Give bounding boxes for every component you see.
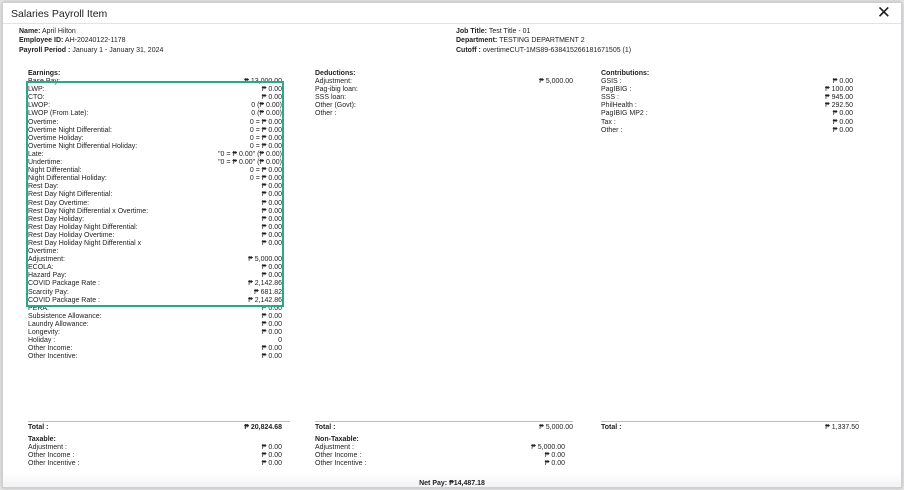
taxable-row (28, 460, 282, 468)
contribution-row-value: ₱ 0.00 (832, 110, 853, 118)
earning-row-label: Rest Day Holiday Night Differential: (28, 223, 138, 231)
deduction-row (315, 78, 573, 86)
header-divider (3, 23, 901, 24)
contribution-row-label: PagIBIG MP2 : (601, 110, 648, 118)
earning-row-value: ₱ 0.00 (261, 191, 282, 199)
earning-row-value: 0 = ₱ 0.00 (249, 142, 282, 150)
earning-row-value: ₱ 0.00 (261, 215, 282, 223)
earnings-total: ₱ 20,824.68 (244, 424, 282, 431)
job-title-label: Job Title: (456, 28, 487, 35)
contribution-row (601, 127, 853, 135)
earning-row-value: ₱ 0.00 (261, 94, 282, 102)
taxable-row-value: ₱ 0.00 (261, 452, 282, 460)
deduction-row (315, 110, 573, 118)
earning-row-value: ₱ 0.00 (261, 223, 282, 231)
nontaxable-row (315, 444, 565, 452)
deduction-row (315, 94, 573, 102)
employee-info-right (456, 27, 631, 55)
earning-row-label: Rest Day Night Differential x Overtime: (28, 207, 149, 215)
earning-row-value: ₱ 0.00 (261, 320, 282, 328)
earning-row-label: Rest Day: (28, 183, 59, 191)
deductions-total-divider (315, 421, 573, 422)
deductions-list (315, 78, 573, 118)
taxable-row-label: Other Income : (28, 452, 75, 460)
contribution-row (601, 119, 853, 127)
earning-row-label: Base Pay: (28, 78, 60, 86)
contribution-row-value: ₱ 0.00 (832, 126, 853, 134)
earning-row-value: ₱ 13,000.00 (244, 78, 282, 86)
job-title: Test Title - 01 (488, 28, 531, 35)
deduction-row (315, 86, 573, 94)
earning-row-label: Other Income: (28, 345, 73, 353)
earning-row-value: "0 = ₱ 0.00" (₱ 0.00) (218, 150, 282, 158)
earning-row-label: Rest Day Overtime: (28, 199, 90, 207)
taxable-row (28, 444, 282, 452)
deduction-row-value: ₱ 5,000.00 (539, 78, 573, 86)
contributions-total-label: Total : (601, 424, 622, 431)
contribution-row (601, 110, 853, 118)
earning-row-value: 0 (₱ 0.00) (251, 110, 282, 118)
employee-id-label: Employee ID: (19, 37, 64, 45)
payroll-period: January 1 - January 31, 2024 (72, 46, 164, 54)
nontaxable-row-value: ₱ 5,000.00 (531, 444, 565, 452)
earning-row-label: LWP: (28, 86, 45, 94)
contribution-row-label: Other : (601, 126, 623, 134)
earning-row-label: Holiday : (28, 337, 56, 345)
contribution-row-value: ₱ 100.00 (824, 86, 853, 94)
earning-row-label: Night Differential Holiday: (28, 175, 107, 183)
earning-row-label: COVID Package Rate : (28, 280, 100, 288)
earning-row-label: COVID Package Rate : (28, 296, 100, 304)
earning-row-value: ₱ 0.00 (261, 231, 282, 239)
earning-row-value: ₱ 0.00 (261, 345, 282, 353)
cutoff-label: Cutoff : (456, 46, 481, 54)
contribution-row-label: GSIS : (601, 78, 622, 86)
earning-row-value: 0 (278, 337, 282, 345)
earning-row-value: ₱ 0.00 (261, 207, 282, 215)
earning-row-value: 0 = ₱ 0.00 (249, 175, 282, 183)
earnings-totals (28, 424, 282, 468)
deduction-row-label: Pag-ibig loan: (315, 86, 358, 94)
earning-row-value: ₱ 0.00 (261, 183, 282, 191)
deductions-column (315, 70, 573, 119)
earning-row-label: Adjustment: (28, 256, 65, 264)
close-icon[interactable]: ✕ (876, 3, 891, 22)
earning-row-value: 0 = ₱ 0.00 (249, 167, 282, 175)
earning-row-label: Overtime Night Differential: (28, 126, 112, 134)
earning-row-value: ₱ 2,142.86 (248, 280, 282, 288)
earning-row-value: ₱ 0.00 (261, 264, 282, 272)
department-label: Department: (456, 37, 498, 45)
name-label: Name: (19, 28, 41, 35)
taxable-list (28, 444, 282, 468)
earning-row-label: Longevity: (28, 329, 60, 336)
earnings-highlight-box (26, 81, 284, 307)
contribution-row (601, 102, 853, 110)
earning-row-label: Rest Day Holiday: (28, 215, 85, 223)
earning-row (28, 345, 282, 353)
contribution-row-label: Tax : (601, 118, 616, 126)
earning-row (28, 321, 282, 329)
earning-row-label: Rest Day Holiday Night Differential x Overtime: (28, 239, 142, 256)
earning-row-label: Night Differential: (28, 167, 82, 175)
earning-row-label: Other Incentive: (28, 353, 78, 361)
earning-row-label: CTO: (28, 94, 45, 102)
deduction-row-label: SSS loan: (315, 94, 347, 102)
earning-row (28, 313, 282, 321)
taxable-row (28, 452, 282, 460)
earning-row-label: ECOLA: (28, 264, 54, 272)
deduction-row-label: Other : (315, 110, 337, 118)
taxable-row-label: Adjustment : (28, 444, 67, 452)
earning-row-value: ₱ 0.00 (261, 312, 282, 320)
earning-row-label: LWOP (From Late): (28, 110, 89, 118)
earning-row-label: Late: (28, 150, 44, 158)
contribution-row (601, 78, 853, 86)
payroll-item-modal (2, 2, 902, 488)
nontaxable-row-label: Other Incentive : (315, 460, 367, 468)
earning-row (28, 329, 282, 337)
contributions-total: ₱ 1,337.50 (825, 424, 859, 431)
taxable-row-label: Other Incentive : (28, 460, 80, 468)
earning-row-value: "0 = ₱ 0.00" (₱ 0.00) (218, 159, 282, 167)
nontaxable-row (315, 460, 565, 468)
earning-row-label: Rest Day Holiday Overtime: (28, 231, 115, 239)
earning-row-label: Subsistence Allowance: (28, 312, 102, 320)
earning-row-label: Rest Day Night Differential: (28, 191, 113, 199)
payroll-period-label: Payroll Period : (19, 46, 71, 54)
contribution-row-value: ₱ 945.00 (824, 94, 853, 102)
taxable-row-value: ₱ 0.00 (261, 460, 282, 468)
earning-row-value: ₱ 2,142.86 (248, 296, 282, 304)
net-pay-value: ₱14,487.18 (449, 480, 485, 487)
net-pay-label: Net Pay: (419, 480, 448, 487)
contribution-row (601, 94, 853, 102)
earning-row-value: 0 (₱ 0.00) (251, 102, 282, 110)
earning-row-value: ₱ 0.00 (261, 304, 282, 312)
earning-row-label: LWOP: (28, 102, 51, 110)
earning-row-label: Scarcity Pay: (28, 288, 69, 296)
earning-row-value: ₱ 0.00 (261, 353, 282, 361)
deductions-totals (315, 424, 573, 468)
contributions-total-divider (601, 421, 859, 422)
earnings-total-divider (28, 421, 290, 422)
deductions-total-label: Total : (315, 424, 336, 431)
deductions-total: ₱ 5,000.00 (539, 424, 573, 431)
contribution-row-value: ₱ 0.00 (832, 78, 853, 86)
contribution-row-value: ₱ 0.00 (832, 118, 853, 126)
nontaxable-list (315, 444, 565, 468)
deductions-heading: Deductions: (315, 70, 356, 77)
nontaxable-row-value: ₱ 0.00 (544, 460, 565, 468)
nontaxable-row-label: Adjustment : (315, 444, 354, 452)
earning-row-value: ₱ 0.00 (261, 239, 282, 247)
earning-row-value: ₱ 5,000.00 (248, 256, 282, 264)
earning-row-value: ₱ 0.00 (261, 86, 282, 94)
earning-row (28, 337, 282, 345)
taxable-heading: Taxable: (28, 436, 56, 444)
earning-row-value: 0 = ₱ 0.00 (249, 134, 282, 142)
earning-row-label: Undertime: (28, 159, 63, 167)
contribution-row (601, 86, 853, 94)
earning-row-value: 0 = ₱ 0.00 (249, 126, 282, 134)
contribution-row-label: SSS : (601, 94, 619, 102)
earning-row-label: Hazard Pay: (28, 272, 67, 280)
department: TESTING DEPARTMENT 2 (499, 37, 585, 45)
contribution-row-value: ₱ 292.50 (824, 102, 853, 110)
earning-row-value: ₱ 0.00 (261, 199, 282, 207)
employee-id: AH-20240122-1178 (64, 37, 126, 45)
earning-row (28, 353, 282, 361)
deduction-row-label: Other (Govt): (315, 102, 356, 110)
earning-row-label: Overtime Night Differential Holiday: (28, 142, 138, 150)
earning-row-label: PERA: (28, 304, 50, 312)
cutoff: overtimeCUT-1MS89-638415266181671505 (1) (482, 46, 632, 54)
contributions-totals (601, 424, 859, 432)
taxable-row-value: ₱ 0.00 (261, 444, 282, 452)
earning-row-value: ₱ 0.00 (261, 329, 282, 336)
nontaxable-row-value: ₱ 0.00 (544, 452, 565, 460)
earning-row-label: Overtime: (28, 118, 59, 126)
contribution-row-label: PhilHealth : (601, 102, 637, 110)
contribution-row-label: PagIBIG : (601, 86, 632, 94)
earnings-total-label: Total : (28, 424, 49, 431)
contributions-heading: Contributions: (601, 70, 650, 77)
modal-title: Salaries Payroll Item (11, 8, 108, 20)
earning-row-value: 0 = ₱ 0.00 (249, 118, 282, 126)
contributions-list (601, 78, 853, 135)
nontaxable-row (315, 452, 565, 460)
earning-row-label: Laundry Allowance: (28, 320, 89, 328)
deduction-row (315, 102, 573, 110)
earnings-heading: Earnings: (28, 70, 61, 77)
nontaxable-heading: Non-Taxable: (315, 436, 359, 444)
employee-name: April Hilton (41, 28, 76, 35)
employee-info-left (19, 27, 163, 55)
nontaxable-row-label: Other Income : (315, 452, 362, 460)
earning-row-value: ₱ 0.00 (261, 272, 282, 280)
deduction-row-label: Adjustment: (315, 78, 352, 86)
earning-row-value: ₱ 681.82 (253, 288, 282, 296)
contributions-column (601, 70, 853, 135)
net-pay (3, 480, 901, 487)
earning-row-label: Overtime Holiday: (28, 134, 84, 142)
